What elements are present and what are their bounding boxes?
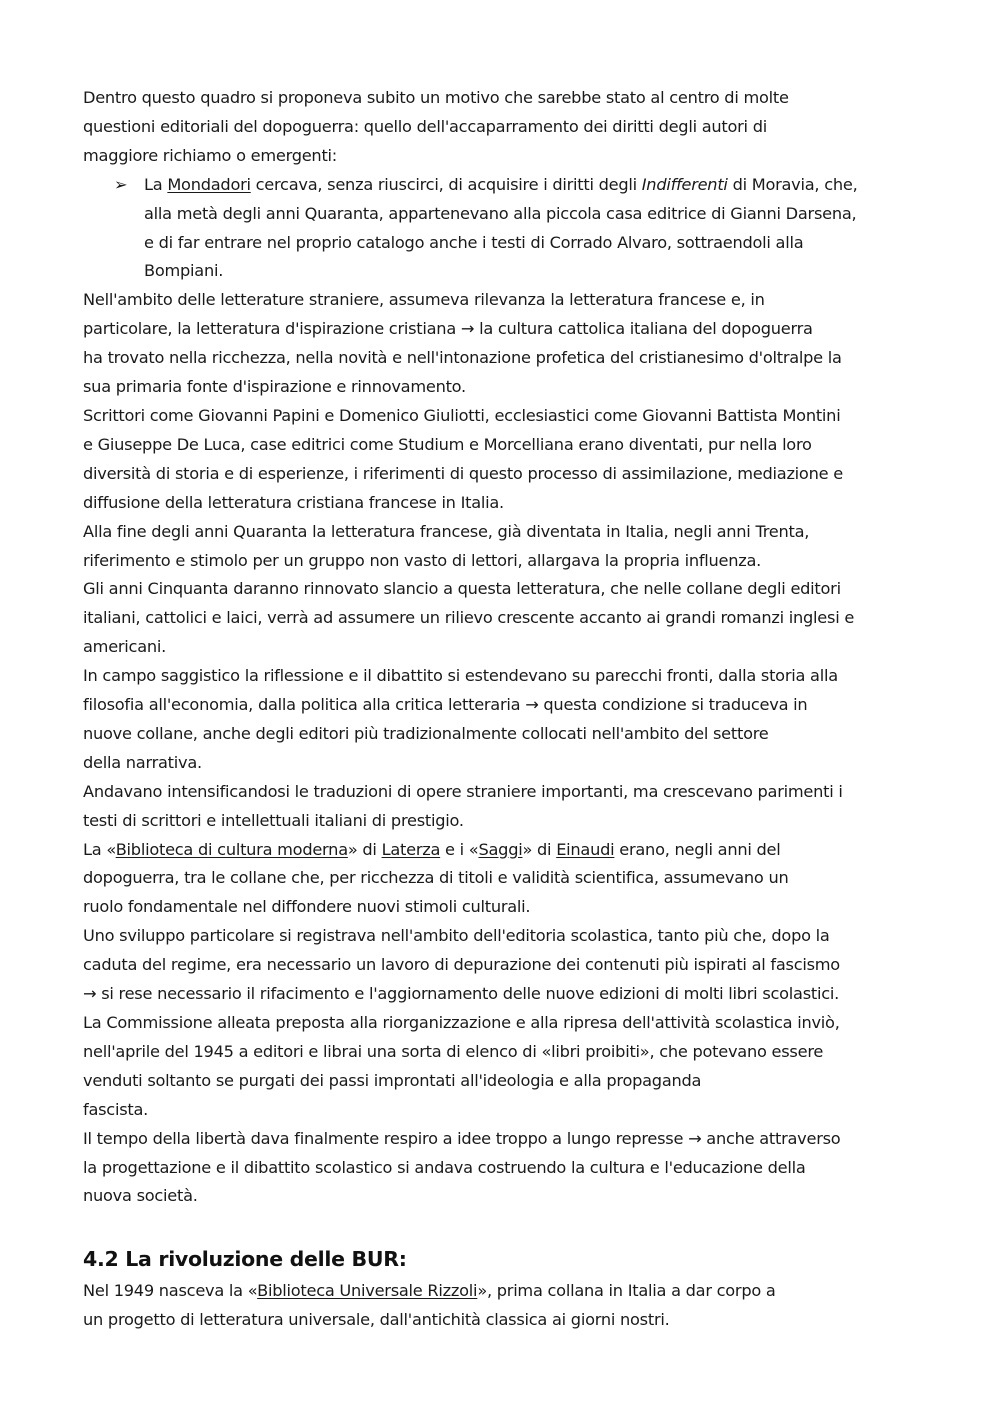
link-mondadori[interactable]: Mondadori xyxy=(167,174,251,194)
text-part: e i « xyxy=(440,839,479,859)
link-biblioteca-cultura-moderna[interactable]: Biblioteca di cultura moderna xyxy=(115,839,348,859)
text-part: » di xyxy=(522,839,557,859)
paragraph-editoria-scolastica: Uno sviluppo particolare si registrava nell'ambito dell'editoria scolastica, tanto più che, dopo la caduta del regime, era necessario un lavoro di depurazione dei contenuti più ispirati al fascismo → si rese necessario il rifacimento e l'aggiornamento delle nuove edizioni di molti libri scolastici. xyxy=(83,926,840,1004)
paragraph-bur xyxy=(83,1277,923,1335)
paragraph-scrittori: Scrittori come Giovanni Papini e Domenico Giuliotti, ecclesiastici come Giovanni Battista Montini e Giuseppe De Luca, case editrici come Studium e Morcelliana erano diventati, pur nella loro diversità di storia e di esperienze, i riferimenti di questo processo di assimilazione, mediazione e diffusione della letteratura cristiana francese in Italia. xyxy=(83,405,843,512)
paragraph-commissione-alleata: La Commissione alleata preposta alla riorganizzazione e alla ripresa dell'attività scolastica inviò, nell'aprile del 1945 a editori e librai una sorta di elenco di «libri proibiti», che potevano essere venduti soltanto se purgati dei passi improntati all'ideologia e alla propaganda fascista. xyxy=(83,1013,840,1119)
link-saggi[interactable]: Saggi xyxy=(478,839,523,859)
bullet-text xyxy=(144,171,923,287)
section-heading: 4.2 La rivoluzione delle BUR: xyxy=(83,1247,407,1272)
italic-title-indifferenti: Indifferenti xyxy=(641,174,728,194)
paragraph-traduzioni: Andavano intensificandosi le traduzioni di opere straniere importanti, ma crescevano parimenti i testi di scrittori e intellettuali italiani di prestigio. xyxy=(83,781,843,830)
paragraph-letterature-straniere: Nell'ambito delle letterature straniere, assumeva rilevanza la letteratura francese e, in particolare, la letteratura d'ispirazione cristiana → la cultura cattolica italiana del dopoguerra ha trovato nella ricchezza, nella novità e nell'intonazione profetica del cristianesimo d'oltralpe la sua primaria fonte d'ispirazione e rinnovamento. xyxy=(83,290,842,397)
link-einaudi[interactable]: Einaudi xyxy=(556,839,615,859)
paragraph-intro: Dentro questo quadro si proponeva subito un motivo che sarebbe stato al centro di molte questioni editoriali del dopoguerra: quello dell'accaparramento dei diritti degli autori di maggiore richiamo o emergenti: xyxy=(83,88,789,165)
link-biblioteca-universale-rizzoli[interactable]: Biblioteca Universale Rizzoli xyxy=(257,1281,478,1301)
arrow-bullet-icon: ➢ xyxy=(114,174,128,194)
bullet-text-part: cercava, senza riuscirci, di acquisire i diritti degli xyxy=(250,174,642,194)
bullet-text-part: di Moravia, che, alla metà degli anni Quaranta, appartenevano alla piccola casa editrice di Gianni Darsena, e di far entrare nel proprio catalogo anche i testi di Corrado Alvaro, sottraendoli alla Bompiani. xyxy=(144,174,858,281)
paragraph-fine-anni-quaranta: Alla fine degli anni Quaranta la letteratura francese, già diventata in Italia, negli anni Trenta, riferimento e stimolo per un gruppo non vasto di lettori, allargava la propria influenza. xyxy=(83,521,810,570)
paragraph-anni-cinquanta: Gli anni Cinquanta daranno rinnovato slancio a questa letteratura, che nelle collane degli editori italiani, cattolici e laici, verrà ad assumere un rilievo crescente accanto ai grandi romanzi inglesi e americani. xyxy=(83,579,855,657)
text-part: », prima collana in Italia a dar corpo a un progetto di letteratura universale, dall'antichità classica ai giorni nostri. xyxy=(83,1281,776,1330)
bullet-text-part: La xyxy=(144,174,168,194)
text-part: erano, negli anni del dopoguerra, tra le collane che, per ricchezza di titoli e validità scientifica, assumevano un ruolo fondamentale nel diffondere nuovi stimoli culturali. xyxy=(83,839,789,917)
text-part: Nel 1949 nasceva la « xyxy=(83,1281,258,1301)
text-part: La « xyxy=(83,839,116,859)
paragraph-liberta: Il tempo della libertà dava finalmente respiro a idee troppo a lungo represse → anche attraverso la progettazione e il dibattito scolastico si andava costruendo la cultura e l'educazione della nuova società. xyxy=(83,1128,841,1206)
link-laterza[interactable]: Laterza xyxy=(381,839,441,859)
text-part: » di xyxy=(347,839,382,859)
paragraph-collane xyxy=(83,836,923,923)
document-page xyxy=(83,84,923,1335)
bullet-item-mondadori xyxy=(83,171,923,287)
paragraph-saggistica: In campo saggistico la riflessione e il dibattito si estendevano su parecchi fronti, dalla storia alla filosofia all'economia, dalla politica alla critica letteraria → questa condizione si traduceva in nuove collane, anche degli editori più tradizionalmente collocati nell'ambito del settore della narrativa. xyxy=(83,666,838,772)
